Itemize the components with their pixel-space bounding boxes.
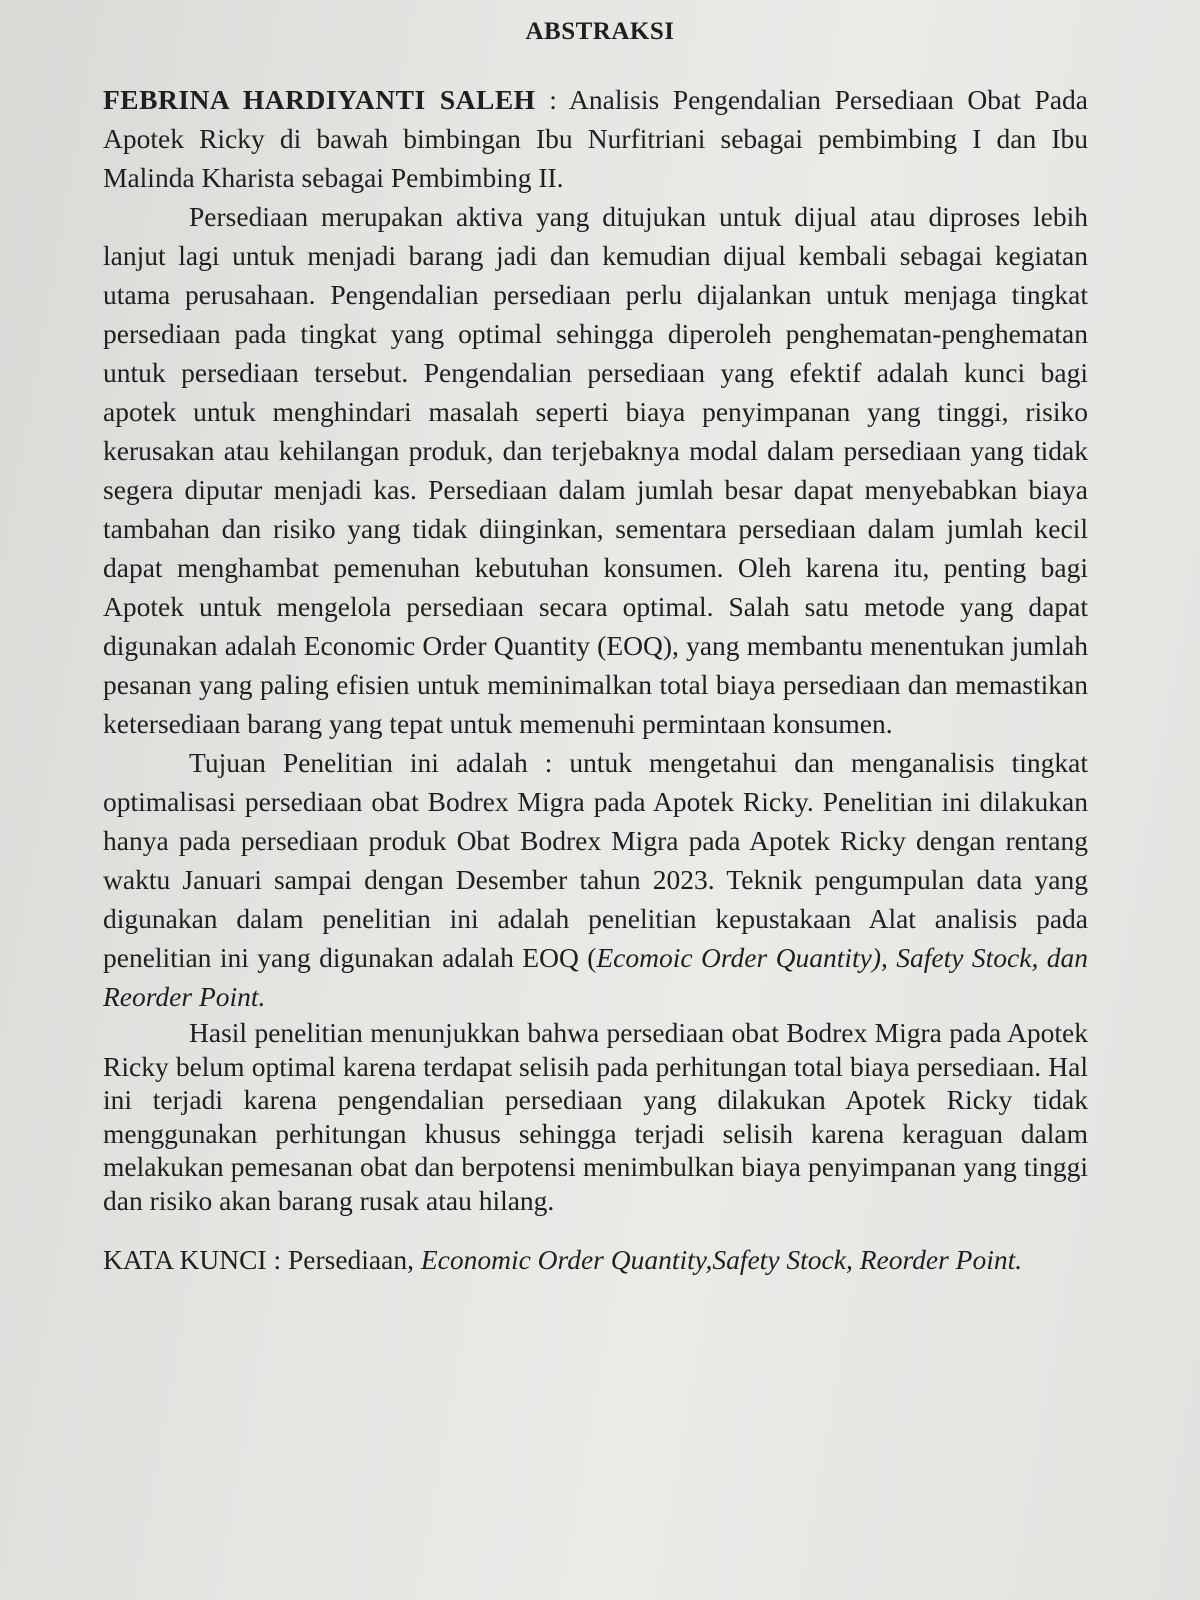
keywords-line	[103, 1243, 1023, 1277]
author-name: FEBRINA HARDIYANTI SALEH	[103, 84, 536, 115]
paragraph-objective-text: Tujuan Penelitian ini adalah : untuk mengetahui dan menganalisis tingkat optimalisasi persediaan obat Bodrex Migra pada Apotek Ricky. Penelitian ini dilakukan hanya pada persediaan produk Obat Bodrex Migra pada Apotek Ricky dengan rentang waktu Januari sampai dengan Desember tahun 2023. Teknik pengumpulan data yang digunakan dalam penelitian ini adalah penelitian kepustakaan Alat analisis pada penelitian ini yang digunakan adalah EOQ (	[103, 747, 1088, 973]
paragraph-results: Hasil penelitian menunjukkan bahwa persediaan obat Bodrex Migra pada Apotek Ricky belum optimal karena terdapat selisih pada perhitungan total biaya persediaan. Hal ini terjadi karena pengendalian persediaan yang dilakukan Apotek Ricky tidak menggunakan perhitungan khusus sehingga terjadi selisih karena keraguan dalam melakukan pemesanan obat dan berpotensi menimbulkan biaya penyimpanan yang tinggi dan risiko akan barang rusak atau hilang.	[103, 1017, 1088, 1216]
paragraph-objective-methods: Ecomoic Order Quantity), Safety Stock, dan Reorder Point.	[103, 942, 1088, 1012]
paragraph-objective	[103, 743, 1088, 1016]
author-line	[103, 80, 1088, 197]
abstract-body	[103, 80, 1088, 1277]
thesis-intro: : Analisis Pengendalian Persediaan Obat Pada Apotek Ricky di bawah bimbingan Ibu Nurfitriani sebagai pembimbing I dan Ibu Malinda Kharista sebagai Pembimbing II.	[103, 84, 1088, 193]
paragraph-background: Persediaan merupakan aktiva yang ditujukan untuk dijual atau diproses lebih lanjut lagi untuk menjadi barang jadi dan kemudian dijual kembali sebagai kegiatan utama perusahaan. Pengendalian persediaan perlu dijalankan untuk menjaga tingkat persediaan pada tingkat yang optimal sehingga diperoleh penghematan-penghematan untuk persediaan tersebut. Pengendalian persediaan yang efektif adalah kunci bagi apotek untuk menghindari masalah seperti biaya penyimpanan yang tinggi, risiko kerusakan atau kehilangan produk, dan terjebaknya modal dalam persediaan yang tidak segera diputar menjadi kas. Persediaan dalam jumlah besar dapat menyebabkan biaya tambahan dan risiko yang tidak diinginkan, sementara persediaan dalam jumlah kecil dapat menghambat pemenuhan kebutuhan konsumen. Oleh karena itu, penting bagi Apotek untuk mengelola persediaan secara optimal. Salah satu metode yang dapat digunakan adalah Economic Order Quantity (EOQ), yang membantu menentukan jumlah pesanan yang paling efisien untuk meminimalkan total biaya persediaan dan memastikan ketersediaan barang yang tepat untuk memenuhi permintaan konsumen.	[103, 201, 1088, 739]
keywords-terms: Economic Order Quantity,Safety Stock, Reorder Point.	[420, 1244, 1023, 1275]
document-title: ABSTRAKSI	[525, 18, 675, 45]
keywords-label: KATA KUNCI : Persediaan,	[103, 1244, 421, 1275]
